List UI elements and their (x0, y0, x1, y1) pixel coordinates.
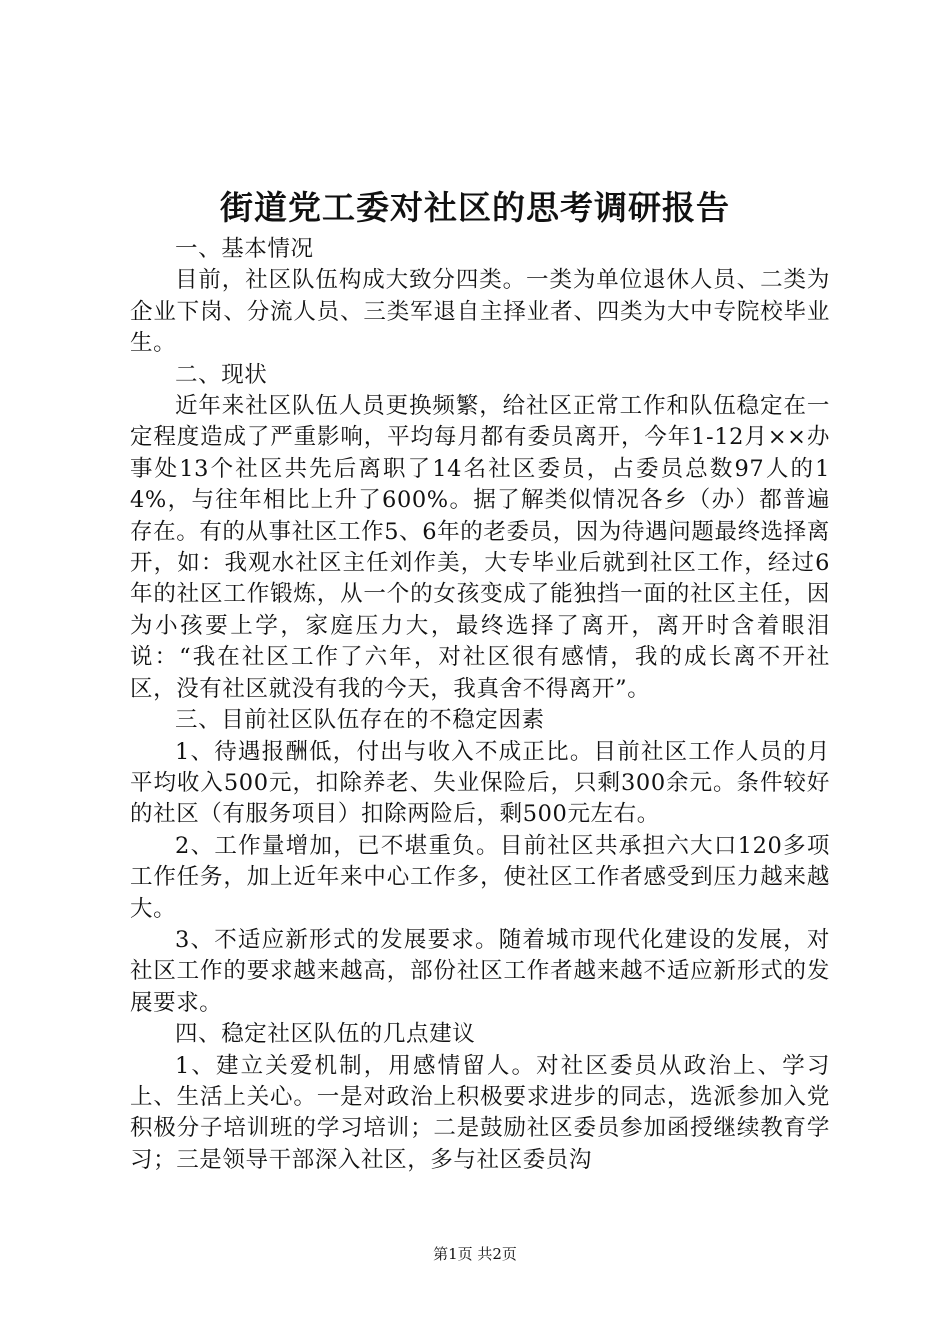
paragraph: 1、建立关爱机制，用感情留人。对社区委员从政治上、学习上、生活上关心。一是对政治上积极要求进步的同志，选派参加入党积极分子培训班的学习培训；二是鼓励社区委员参加函授继续教育学习；三是领导干部深入社区，多与社区委员沟 (130, 1052, 830, 1173)
section-heading: 四、稳定社区队伍的几点建议 (175, 1021, 476, 1048)
section-heading: 三、目前社区队伍存在的不稳定因素 (175, 707, 545, 734)
section-heading: 一、基本情况 (175, 236, 314, 262)
document-body (130, 234, 830, 1176)
paragraph: 2、工作量增加，已不堪重负。目前社区共承担六大口120多项工作任务，加上近年来中心工作多，使社区工作者感受到压力越来越大。 (130, 832, 830, 922)
paragraph: 3、不适应新形式的发展要求。随着城市现代化建设的发展，对社区工作的要求越来越高，部份社区工作者越来越不适应新形式的发展要求。 (130, 926, 830, 1016)
document-title: 街道党工委对社区的思考调研报告 (220, 188, 730, 227)
section-heading: 二、现状 (175, 361, 268, 388)
page-number-footer: 第1页 共2页 (433, 1245, 517, 1263)
paragraph: 近年来社区队伍人员更换频繁，给社区正常工作和队伍稳定在一定程度造成了严重影响，平均每月都有委员离开，今年1-12月××办事处13个社区共先后离职了14名社区委员，占委员总数97人的14%，与往年相比上升了600%。据了解类似情况各乡（办）都普遍存在。有的从事社区工作5、6年的老委员，因为待遇问题最终选择离开，如：我观水社区主任刘作美，大专毕业后就到社区工作，经过6年的社区工作锻炼，从一个的女孩变成了能独挡一面的社区主任，因为小孩要上学，家庭压力大，最终选择了离开，离开时含着眼泪说：“我在社区工作了六年，对社区很有感情，我的成长离不开社区，没有社区就没有我的今天，我真舍不得离开”。 (130, 393, 830, 702)
paragraph: 1、待遇报酬低，付出与收入不成正比。目前社区工作人员的月平均收入500元，扣除养老、失业保险后，只剩300余元。条件较好的社区（有服务项目）扣除两险后，剩500元左右。 (130, 738, 830, 828)
paragraph: 目前，社区队伍构成大致分四类。一类为单位退休人员、二类为企业下岗、分流人员、三类军退自主择业者、四类为大中专院校毕业生。 (130, 267, 830, 357)
